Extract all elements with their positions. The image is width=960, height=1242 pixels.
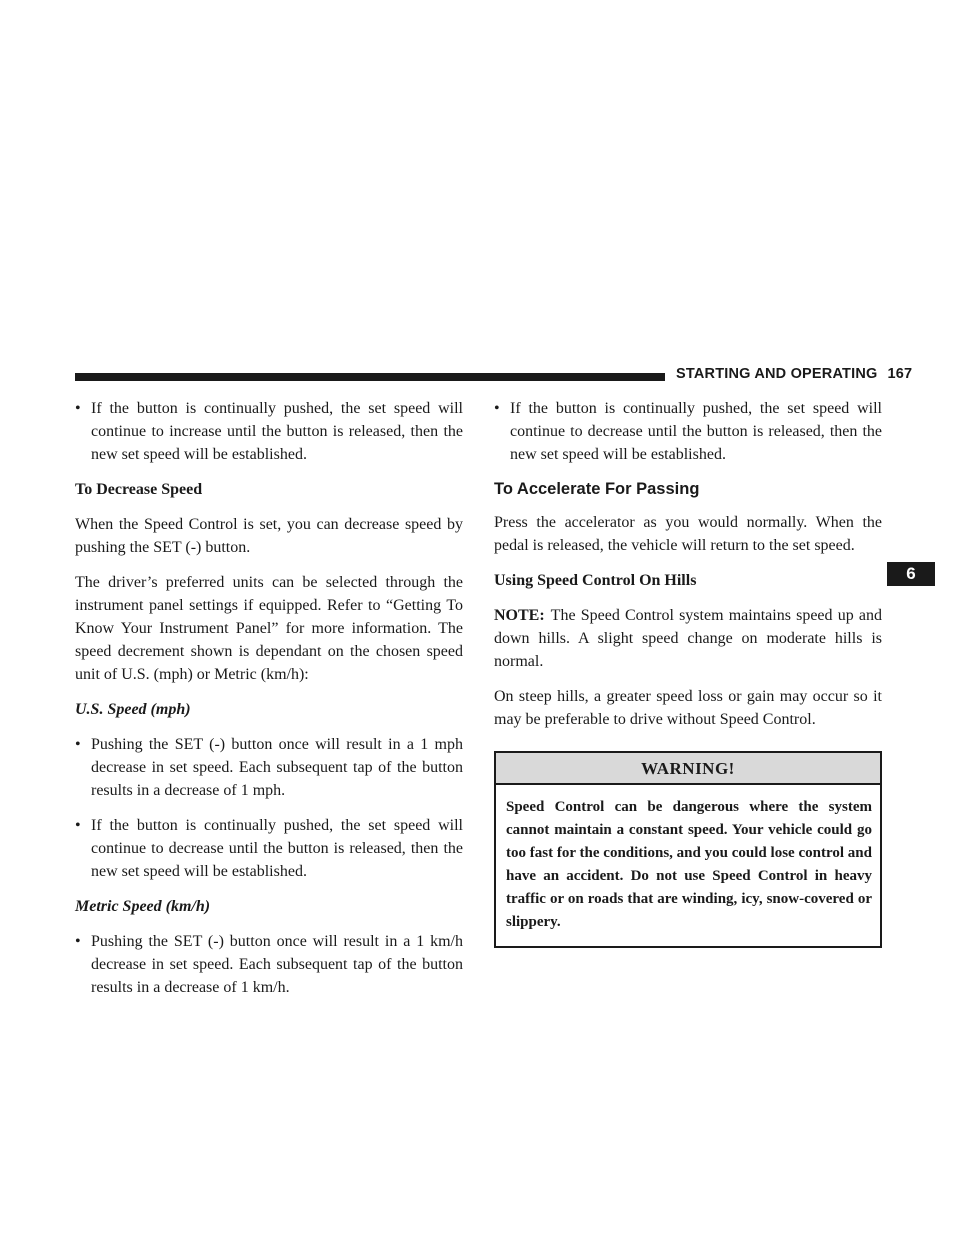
page-number: 167 (887, 366, 913, 382)
note-text: The Speed Control system maintains speed up and down hills. A slight speed change on moderate hills is normal. (494, 607, 882, 670)
page-header (676, 366, 912, 382)
bullet-icon: • (494, 400, 500, 417)
bullet-text: If the button is continually pushed, the set speed will continue to increase until the button is released, then the new set speed will be established. (91, 400, 463, 463)
warning-box (494, 751, 882, 948)
bullet-text: If the button is continually pushed, the set speed will continue to decrease until the button is released, then the new set speed will be established. (91, 817, 463, 880)
section-heading: To Decrease Speed (75, 481, 203, 498)
left-column (75, 397, 463, 1011)
bullet-text: Pushing the SET (-) button once will result in a 1 km/h decrease in set speed. Each subsequent tap of the button results in a decrease of 1 km/h. (91, 933, 463, 996)
header-rule (75, 373, 665, 381)
warning-title: WARNING! (496, 753, 880, 785)
bullet-text: If the button is continually pushed, the set speed will continue to decrease until the button is released, then the new set speed will be established. (510, 400, 882, 463)
subsection-heading: U.S. Speed (mph) (75, 701, 191, 718)
section-heading: Using Speed Control On Hills (494, 572, 697, 589)
list-item (75, 397, 463, 466)
paragraph: Press the accelerator as you would normally. When the pedal is released, the vehicle will return to the set speed. (494, 514, 882, 554)
note-label: NOTE: (494, 607, 545, 624)
paragraph: When the Speed Control is set, you can decrease speed by pushing the SET (-) button. (75, 516, 463, 556)
list-item (75, 814, 463, 883)
paragraph: On steep hills, a greater speed loss or gain may occur so it may be preferable to drive without Speed Control. (494, 688, 882, 728)
paragraph: The driver’s preferred units can be selected through the instrument panel settings if equipped. Refer to “Getting To Know Your Instrument Panel” for more information. The speed decrement shown is dependant on the chosen speed unit of U.S. (mph) or Metric (km/h): (75, 574, 463, 683)
bullet-text: Pushing the SET (-) button once will result in a 1 mph decrease in set speed. Each subsequent tap of the button results in a decrease of 1 mph. (91, 736, 463, 799)
bullet-icon: • (75, 817, 81, 834)
list-item (75, 733, 463, 802)
note-paragraph (494, 604, 882, 673)
bullet-icon: • (75, 400, 81, 417)
right-column (494, 397, 882, 948)
list-item (494, 397, 882, 466)
section-title: STARTING AND OPERATING (676, 366, 878, 382)
warning-text: Speed Control can be dangerous where the system cannot maintain a constant speed. Your vehicle could go too fast for the conditions, and you could lose control and have an accident. Do not use Speed Control in heavy traffic or on roads that are winding, icy, snow-covered or slippery. (506, 799, 872, 930)
chapter-tab: 6 (887, 562, 935, 586)
bullet-icon: • (75, 933, 81, 950)
bullet-icon: • (75, 736, 81, 753)
section-heading: To Accelerate For Passing (494, 480, 700, 498)
subsection-heading: Metric Speed (km/h) (75, 898, 211, 915)
list-item (75, 930, 463, 999)
